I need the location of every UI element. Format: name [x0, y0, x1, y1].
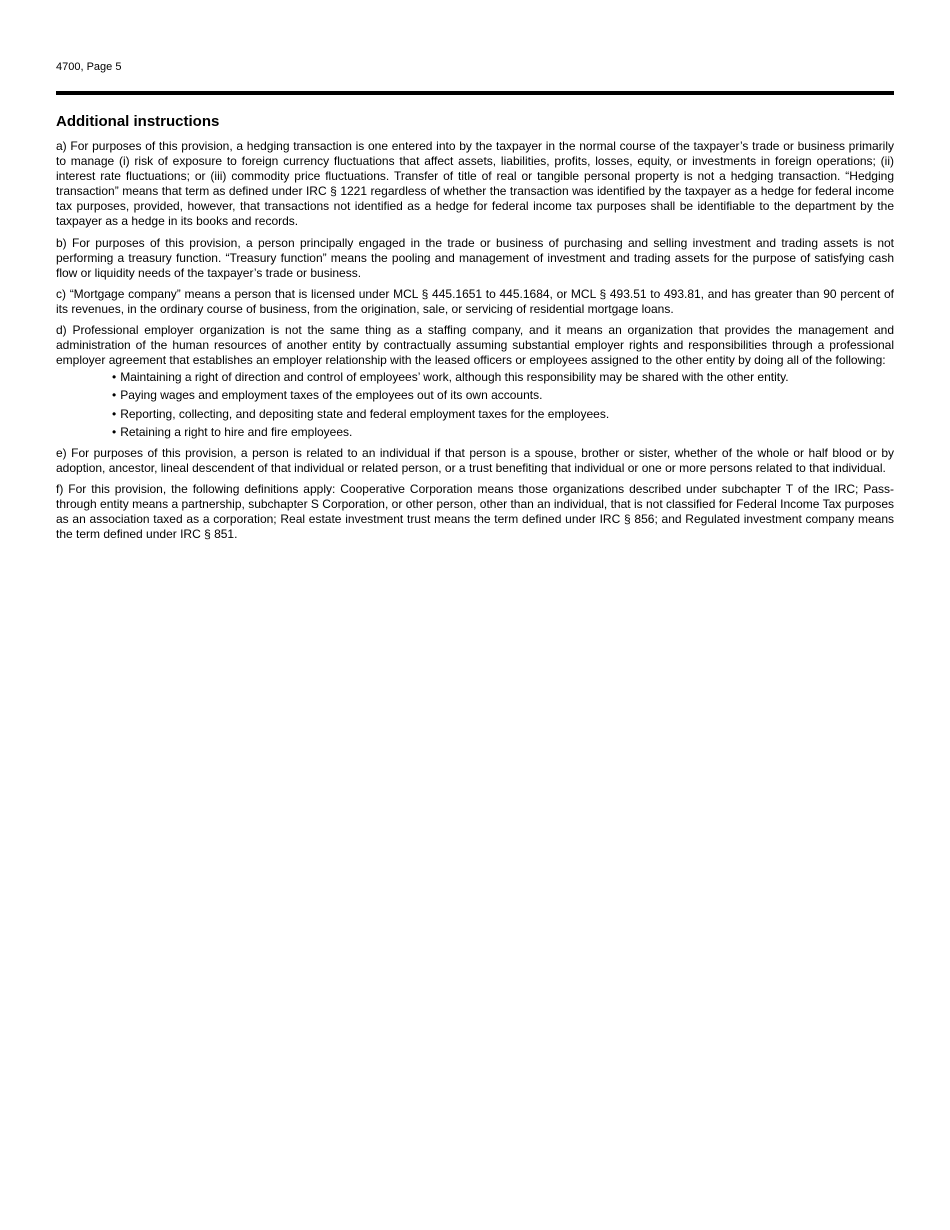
list-item-text: Maintaining a right of direction and control of employees’ work, although this responsibility may be shared with the other entity.: [120, 370, 789, 385]
list-item-text: Reporting, collecting, and depositing state and federal employment taxes for the employees.: [120, 406, 610, 421]
section-title: Additional instructions: [56, 113, 220, 130]
paragraph-e-related-person: e) For purposes of this provision, a person is related to an individual if that person is a spouse, brother or sister, whether of the whole or half blood or by adoption, ancestor, lineal descendent of that individual or related person, or a trust benefiting that individual or one or more persons related to that individual.: [56, 445, 894, 475]
list-item: [112, 407, 894, 422]
list-item: [112, 388, 894, 403]
paragraph-a-hedging-transaction: a) For purposes of this provision, a hedging transaction is one entered into by the taxpayer in the normal course of the taxpayer’s trade or business primarily to manage (i) risk of exposure to foreign currency fluctuations that affect assets, liabilities, profits, losses, equity, or investments in foreign operations; (ii) interest rate fluctuations; or (iii) commodity price fluctuations. Transfer of title of real or tangible personal property is not a hedging transaction. “Hedging transaction” means that term as defined under IRC § 1221 regardless of whether the transaction was identified by the taxpayer as a hedge for federal income tax purposes, provided, however, that transactions not identified as a hedge for federal income tax purposes shall be identifiable to the department by the taxpayer as a hedge in its books and records.: [56, 139, 894, 229]
list-item: [112, 370, 894, 385]
list-item-text: Retaining a right to hire and fire employees.: [120, 424, 353, 439]
bullet-icon: •: [112, 424, 117, 439]
additional-instructions-section: [56, 112, 894, 548]
peo-requirements-list: [56, 370, 894, 439]
bullet-icon: •: [112, 388, 117, 403]
list-item-text: Paying wages and employment taxes of the employees out of its own accounts.: [120, 388, 543, 403]
bullet-icon: •: [112, 370, 117, 385]
paragraph-f-definitions: f) For this provision, the following definitions apply: Cooperative Corporation means those organizations described under subchapter T of the IRC; Pass-through entity means a partnership, subchapter S Corporation, or other person, other than an individual, that is not classified for Federal Income Tax purposes as an association taxed as a corporation; Real estate investment trust means the term defined under IRC § 856; and Regulated investment company means the term defined under IRC § 851.: [56, 481, 894, 542]
page-number-label: 4700, Page 5: [56, 61, 122, 73]
header-rule: [56, 91, 894, 95]
paragraph-c-mortgage-company: c) “Mortgage company” means a person that is licensed under MCL § 445.1651 to 445.1684, or MCL § 493.51 to 493.81, and has greater than 90 percent of its revenues, in the ordinary course of business, from the origination, sale, or servicing of residential mortgage loans.: [56, 286, 894, 316]
list-item: [112, 425, 894, 440]
paragraph-d-professional-employer-organization: d) Professional employer organization is not the same thing as a staffing company, and it means an organization that provides the management and administration of the human resources of another entity by contractually assuming substantial employer rights and responsibilities through a professional employer agreement that establishes an employer relationship with the leased officers or employees assigned to the other entity by doing all of the following:: [56, 323, 894, 368]
bullet-icon: •: [112, 406, 117, 421]
paragraph-b-treasury-function: b) For purposes of this provision, a person principally engaged in the trade or business of purchasing and selling investment and trading assets is not performing a treasury function. “Treasury function” means the pooling and management of investment and trading assets for the purpose of satisfying cash flow or liquidity needs of the taxpayer’s trade or business.: [56, 235, 894, 280]
